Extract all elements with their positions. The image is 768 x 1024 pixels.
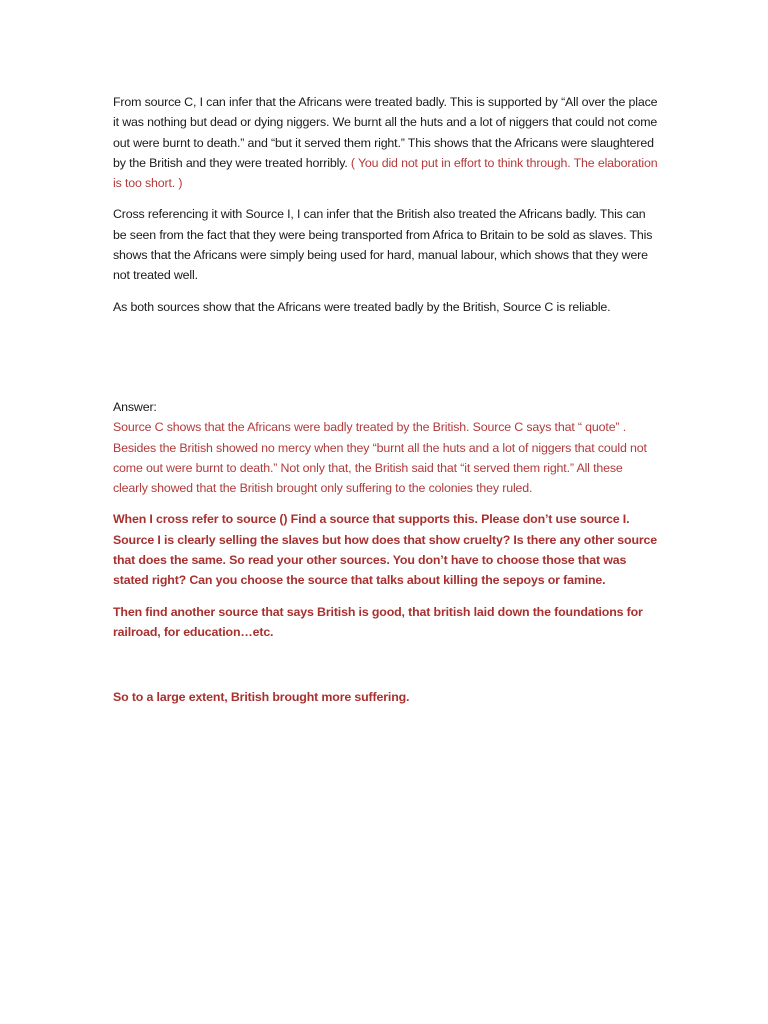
- teacher-comment: ( You did not put in effort to think through. The elaboration is too short. ): [113, 155, 658, 191]
- answer-label: Answer:: [113, 400, 157, 414]
- essay-paragraph-1-text: From source C, I can infer that the Africans were treated badly. This is supported by “All over the place it was nothing but dead or dying niggers. We burnt all the huts and a lot of niggers that could not come out were burnt to death.” and “but it served them right.” This shows that the Africans were slaughtered by the British and they were treated horribly.: [113, 95, 658, 170]
- essay-paragraph-2: Cross referencing it with Source I, I can infer that the British also treated the Africans badly. This can be seen from the fact that they were being transported from Africa to Britain to be sold as slaves. This shows that the Africans were simply being used for hard, manual labour, which shows that they were not treated well.: [113, 207, 653, 283]
- conclusion: So to a large extent, British brought more suffering.: [113, 690, 410, 704]
- essay-paragraph-3: As both sources show that the Africans were treated badly by the British, Source C is reliable.: [113, 299, 611, 314]
- answer-paragraph-1: Source C shows that the Africans were badly treated by the British. Source C says that “ quote” . Besides the British showed no mercy when they “burnt all the huts and a lot of niggers that could not come out were burnt to death.” Not only that, the British said that “it served them right.” All these clearly showed that the British brought only suffering to the colonies they ruled.: [113, 420, 647, 496]
- answer-paragraph-2: When I cross refer to source () Find a source that supports this. Please don’t use source I. Source I is clearly selling the slaves but how does that show cruelty? Is there any other source that does the same. So read your other sources. You don’t have to choose those that was stated right? Can you choose the source that talks about killing the sepoys or famine.: [113, 512, 658, 588]
- answer-section: [113, 397, 658, 653]
- essay-paragraph-1: [113, 92, 658, 193]
- essay-section: [113, 92, 658, 328]
- answer-paragraph-3: Then find another source that says British is good, that british laid down the foundations for railroad, for education…etc.: [113, 604, 643, 639]
